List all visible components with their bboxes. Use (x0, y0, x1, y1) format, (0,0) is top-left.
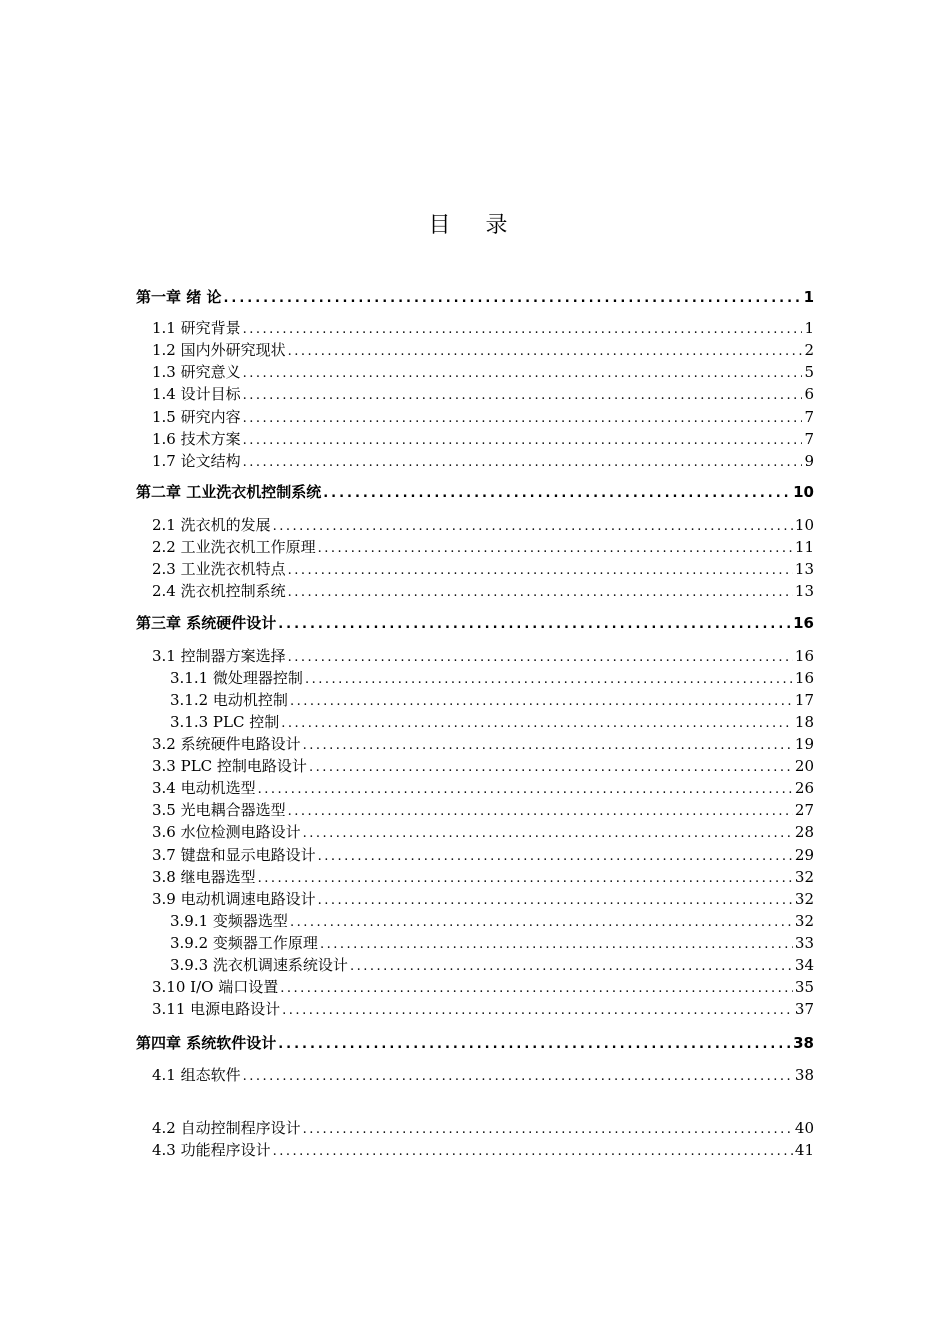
toc-section-entry[interactable] (152, 1140, 814, 1162)
toc-leader-dots (223, 289, 801, 309)
toc-page-number: 35 (794, 978, 814, 996)
toc-leader-dots (278, 1035, 791, 1055)
toc-section-entry[interactable] (152, 845, 814, 867)
toc-section-entry[interactable] (152, 999, 814, 1021)
toc-section-entry[interactable] (152, 429, 814, 451)
toc-entry-label: 3.8 继电器选型 (152, 868, 256, 886)
toc-entry-label: 3.9.2 变频器工作原理 (170, 934, 318, 952)
toc-entry-label: 3.9.3 洗衣机调速系统设计 (170, 956, 348, 974)
toc-page-number: 16 (793, 614, 814, 632)
toc-leader-dots (323, 484, 791, 504)
toc-section-entry[interactable] (152, 977, 814, 999)
toc-leader-dots (281, 714, 793, 734)
toc-section-entry[interactable] (170, 933, 814, 955)
toc-entry-label: 3.4 电动机选型 (152, 779, 256, 797)
toc-leader-dots (318, 847, 793, 867)
toc-entry-label: 3.2 系统硬件电路设计 (152, 735, 301, 753)
toc-section-entry[interactable] (152, 559, 814, 581)
toc-leader-dots (258, 780, 793, 800)
toc-entry-label: 1.2 国内外研究现状 (152, 341, 286, 359)
toc-page-number: 13 (794, 560, 814, 578)
toc-chapter-entry[interactable] (136, 482, 814, 504)
toc-leader-dots (288, 561, 793, 581)
toc-leader-dots (243, 1067, 793, 1087)
toc-entry-label: 1.3 研究意义 (152, 363, 241, 381)
toc-page-number: 9 (804, 452, 814, 470)
toc-entry-label: 3.1 控制器方案选择 (152, 647, 286, 665)
toc-page-number: 16 (794, 669, 814, 687)
toc-section-entry[interactable] (152, 889, 814, 911)
toc-section-entry[interactable] (152, 407, 814, 429)
toc-section-entry[interactable] (152, 581, 814, 603)
toc-page-number: 37 (794, 1000, 814, 1018)
toc-section-entry[interactable] (152, 451, 814, 473)
toc-section-entry[interactable] (152, 822, 814, 844)
toc-section-entry[interactable] (170, 911, 814, 933)
toc-leader-dots (258, 869, 793, 889)
toc-section-entry[interactable] (152, 1118, 814, 1140)
toc-section-entry[interactable] (170, 668, 814, 690)
toc-entry-label: 3.7 键盘和显示电路设计 (152, 846, 316, 864)
toc-entry-label: 第一章 绪 论 (136, 288, 222, 306)
toc-entry-label: 3.1.2 电动机控制 (170, 691, 288, 709)
toc-leader-dots (243, 409, 803, 429)
toc-section-entry[interactable] (152, 756, 814, 778)
toc-entry-label: 1.1 研究背景 (152, 319, 241, 337)
toc-leader-dots (305, 670, 793, 690)
toc-entry-label: 1.6 技术方案 (152, 430, 241, 448)
toc-page-number: 34 (794, 956, 814, 974)
toc-leader-dots (309, 758, 793, 778)
toc-entry-label: 第三章 系统硬件设计 (136, 614, 277, 632)
toc-page-number: 41 (794, 1141, 814, 1159)
toc-leader-dots (243, 364, 803, 384)
toc-page-number: 32 (794, 912, 814, 930)
toc-leader-dots (318, 539, 793, 559)
toc-entry-label: 3.9 电动机调速电路设计 (152, 890, 316, 908)
toc-chapter-entry[interactable] (136, 1033, 814, 1055)
toc-leader-dots (290, 913, 793, 933)
toc-leader-dots (280, 979, 793, 999)
toc-page-number: 19 (794, 735, 814, 753)
toc-entry-label: 3.1.3 PLC 控制 (170, 713, 280, 731)
toc-page-number: 7 (804, 408, 814, 426)
toc-leader-dots (288, 648, 793, 668)
toc-leader-dots (273, 1142, 793, 1162)
toc-leader-dots (303, 1120, 793, 1140)
toc-entry-label: 2.4 洗衣机控制系统 (152, 582, 286, 600)
toc-entry-label: 2.1 洗衣机的发展 (152, 516, 271, 534)
toc-section-entry[interactable] (152, 1065, 814, 1087)
toc-page-number: 7 (804, 430, 814, 448)
toc-leader-dots (273, 517, 793, 537)
toc-entry-label: 3.5 光电耦合器选型 (152, 801, 286, 819)
toc-page-number: 32 (794, 868, 814, 886)
toc-leader-dots (243, 453, 803, 473)
toc-entry-label: 3.3 PLC 控制电路设计 (152, 757, 307, 775)
toc-entry-label: 4.1 组态软件 (152, 1066, 241, 1084)
toc-section-entry[interactable] (170, 690, 814, 712)
toc-page-number: 10 (793, 483, 814, 501)
toc-section-entry[interactable] (152, 515, 814, 537)
toc-entry-label: 3.9.1 变频器选型 (170, 912, 288, 930)
toc-leader-dots (318, 891, 793, 911)
toc-leader-dots (320, 935, 793, 955)
toc-chapter-entry[interactable] (136, 613, 814, 635)
toc-page-number: 6 (804, 385, 814, 403)
toc-page-number: 29 (794, 846, 814, 864)
toc-page-number: 10 (794, 516, 814, 534)
toc-section-entry[interactable] (152, 778, 814, 800)
toc-leader-dots (350, 957, 793, 977)
toc-page-number: 20 (794, 757, 814, 775)
toc-section-entry[interactable] (152, 867, 814, 889)
toc-page-number: 28 (794, 823, 814, 841)
toc-section-entry[interactable] (152, 734, 814, 756)
toc-page-number: 33 (794, 934, 814, 952)
toc-entry-label: 第四章 系统软件设计 (136, 1034, 277, 1052)
toc-leader-dots (243, 386, 803, 406)
toc-page-number: 40 (794, 1119, 814, 1137)
toc-section-entry[interactable] (152, 646, 814, 668)
toc-page-number: 38 (793, 1034, 814, 1052)
toc-leader-dots (288, 802, 793, 822)
toc-section-entry[interactable] (152, 537, 814, 559)
toc-page-number: 16 (794, 647, 814, 665)
toc-entry-label: 3.1.1 微处理器控制 (170, 669, 303, 687)
toc-section-entry[interactable] (152, 318, 814, 340)
toc-section-entry[interactable] (170, 955, 814, 977)
toc-page-number: 2 (804, 341, 814, 359)
toc-entry-label: 2.2 工业洗衣机工作原理 (152, 538, 316, 556)
toc-section-entry[interactable] (152, 362, 814, 384)
toc-entry-label: 1.5 研究内容 (152, 408, 241, 426)
toc-leader-dots (243, 320, 803, 340)
toc-leader-dots (288, 583, 793, 603)
toc-chapter-entry[interactable] (136, 287, 814, 309)
toc-leader-dots (288, 342, 803, 362)
toc-leader-dots (303, 824, 793, 844)
toc-entry-label: 3.11 电源电路设计 (152, 1000, 281, 1018)
toc-section-entry[interactable] (152, 800, 814, 822)
toc-leader-dots (243, 431, 803, 451)
toc-entry-label: 3.10 I/O 端口设置 (152, 978, 279, 996)
toc-page-number: 17 (794, 691, 814, 709)
toc-entry-label: 第二章 工业洗衣机控制系统 (136, 483, 322, 501)
toc-page-number: 13 (794, 582, 814, 600)
toc-section-entry[interactable] (152, 384, 814, 406)
toc-page-number: 26 (794, 779, 814, 797)
toc-page-number: 27 (794, 801, 814, 819)
toc-leader-dots (278, 615, 791, 635)
toc-section-entry[interactable] (152, 340, 814, 362)
toc-title: 目 录 (428, 213, 522, 238)
toc-section-entry[interactable] (170, 712, 814, 734)
toc-leader-dots (290, 692, 793, 712)
toc-page-number: 32 (794, 890, 814, 908)
toc-leader-dots (282, 1001, 793, 1021)
toc-page-number: 11 (794, 538, 814, 556)
toc-page-number: 1 (803, 288, 814, 306)
toc-entry-label: 4.3 功能程序设计 (152, 1141, 271, 1159)
toc-entry-label: 3.6 水位检测电路设计 (152, 823, 301, 841)
toc-page-number: 5 (804, 363, 814, 381)
toc-page-number: 38 (794, 1066, 814, 1084)
toc-entry-label: 2.3 工业洗衣机特点 (152, 560, 286, 578)
toc-entry-label: 4.2 自动控制程序设计 (152, 1119, 301, 1137)
toc-entry-label: 1.4 设计目标 (152, 385, 241, 403)
toc-page-number: 1 (804, 319, 814, 337)
toc-page-number: 18 (794, 713, 814, 731)
toc-entry-label: 1.7 论文结构 (152, 452, 241, 470)
toc-leader-dots (303, 736, 793, 756)
